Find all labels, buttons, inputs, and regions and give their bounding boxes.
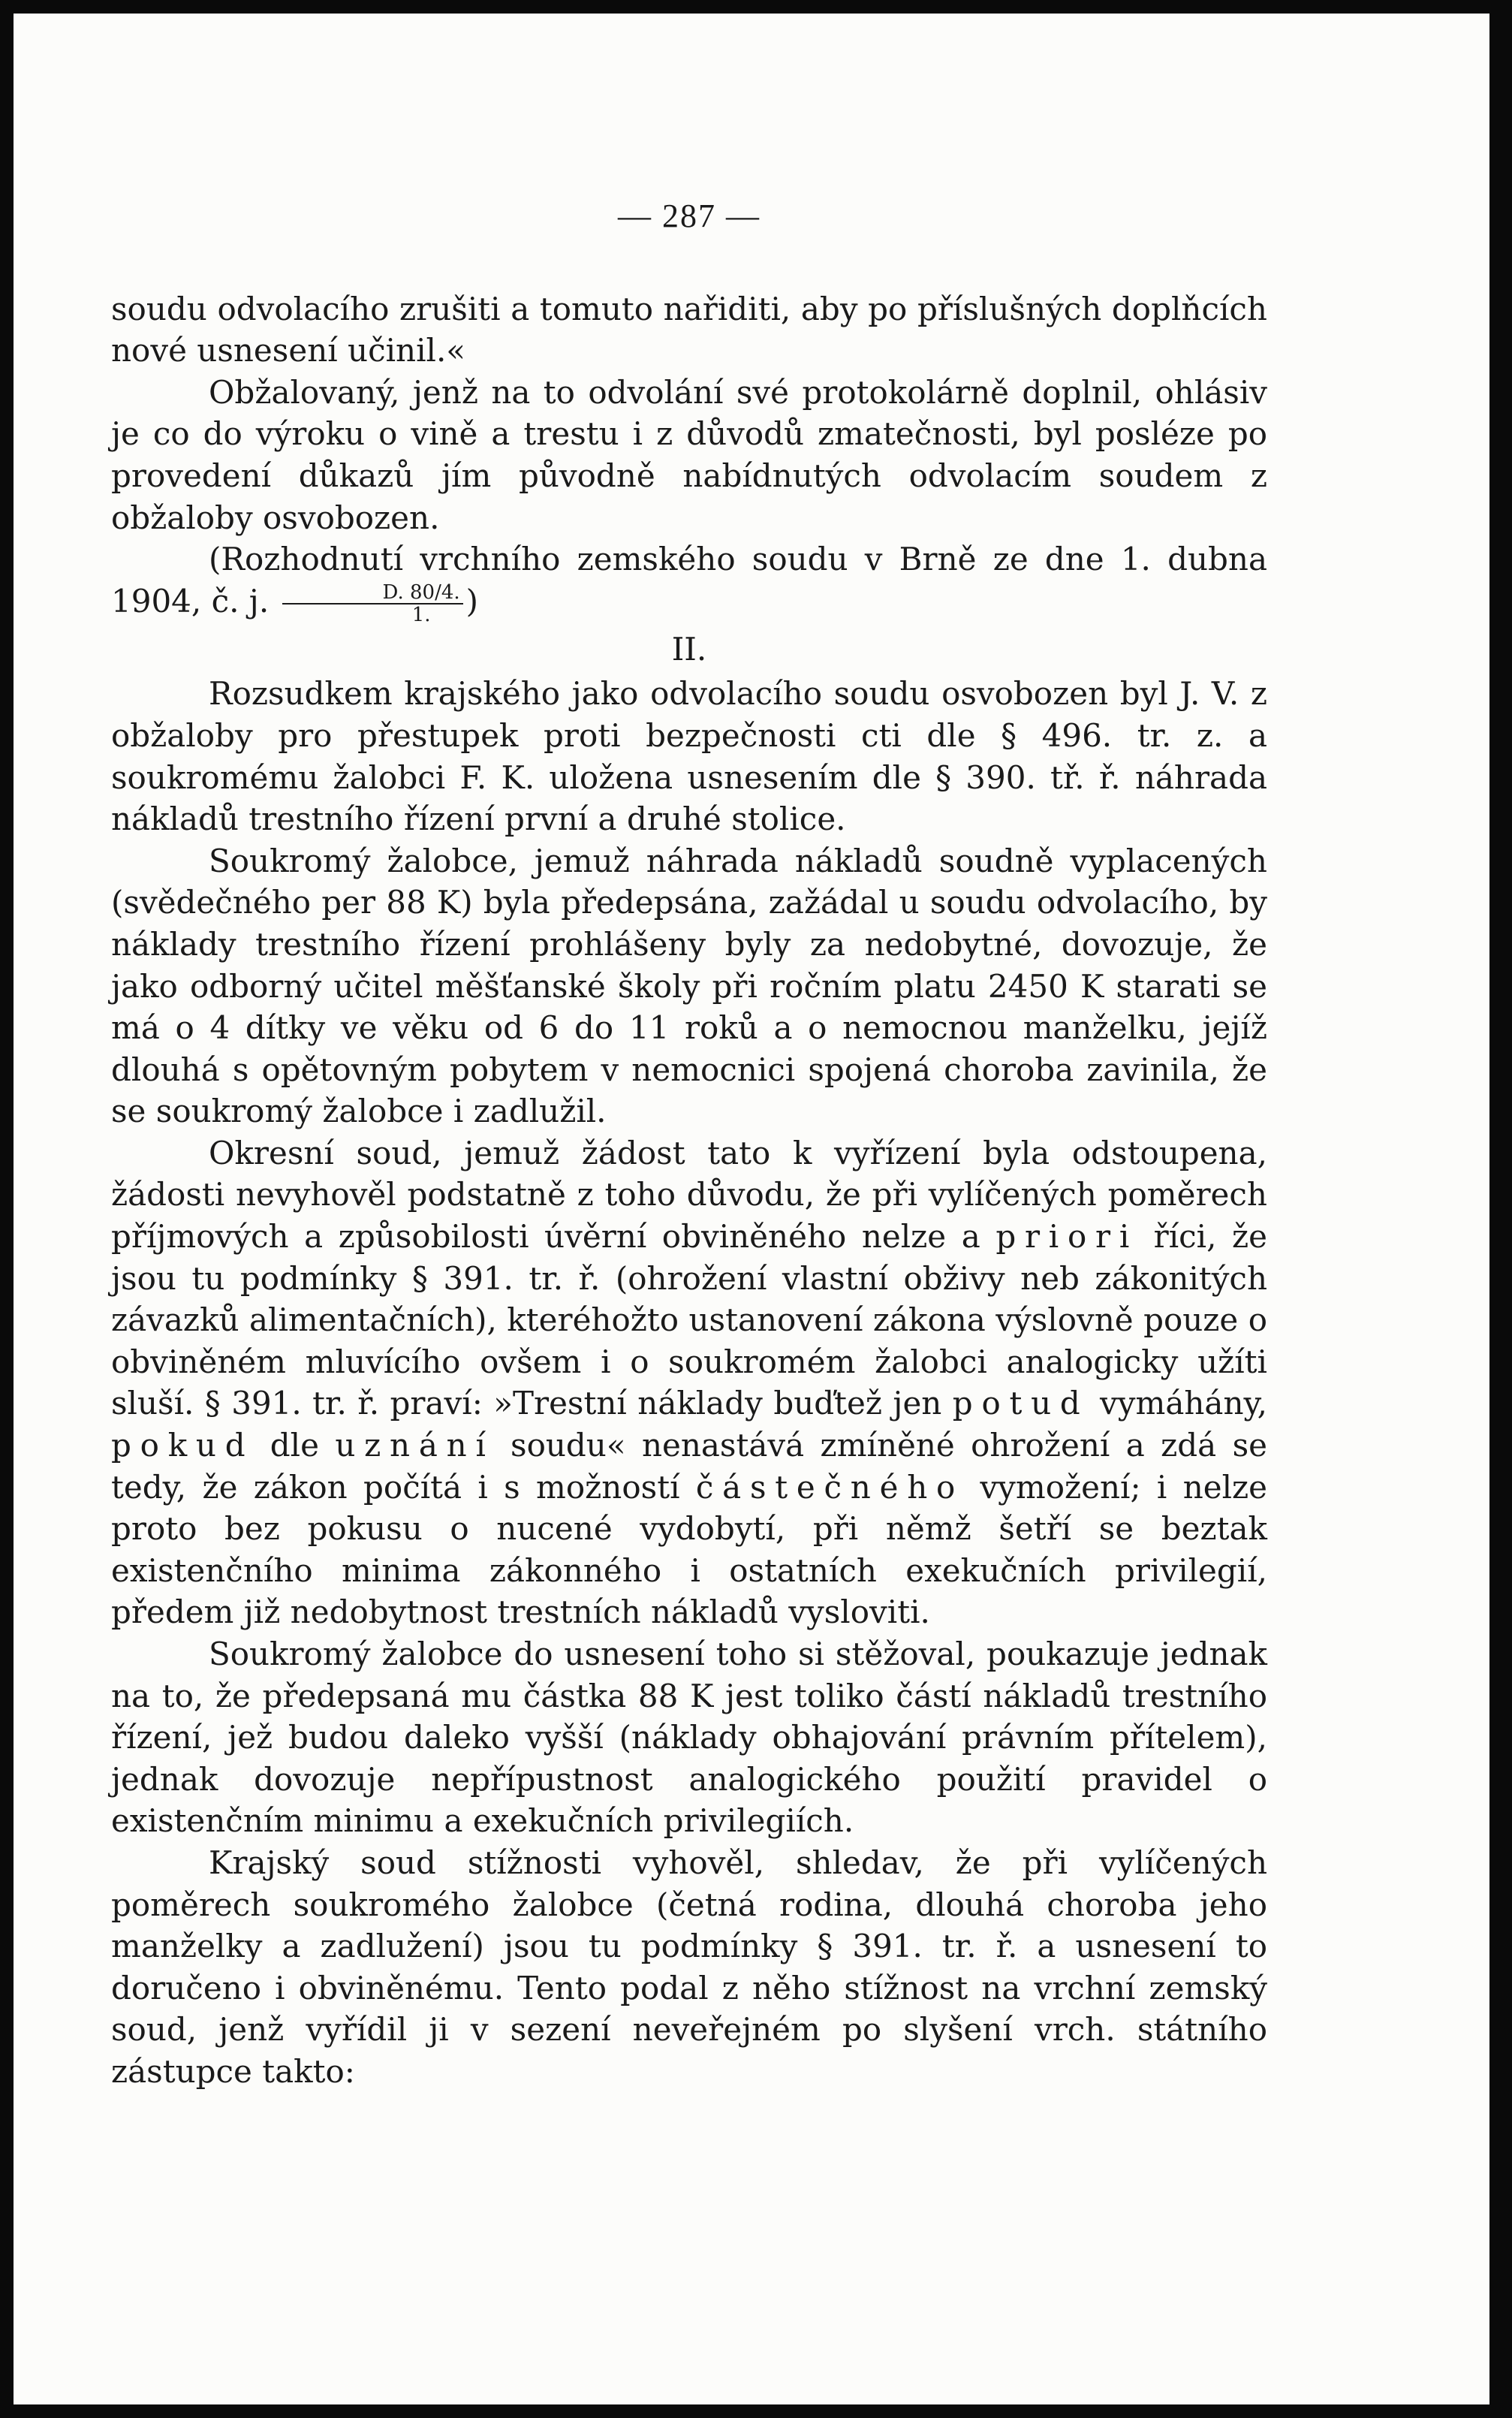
emphasis-uznani: uznání <box>335 1427 495 1464</box>
emphasis-a-priori: priori <box>995 1218 1139 1256</box>
case-number-fraction <box>282 582 463 626</box>
paragraph-1: soudu odvolacího zrušiti a tomuto nařiditi, aby po příslušných doplňcích nové usnesení učinil.« <box>111 290 1267 369</box>
paragraph-5-part-e: soudu« nenastává zmíněné ohrožení a zdá se tedy, že zákon počítá i s možností <box>111 1427 1267 1506</box>
citation <box>111 538 1267 626</box>
paragraph-5-part-d: dle <box>270 1427 319 1464</box>
emphasis-pokud: pokud <box>111 1427 255 1464</box>
paragraph-4: Soukromý žalobce, jemuž náhrada nákladů soudně vyplacených (svědečného per 88 K) byla předepsána, zažádal u soudu odvolacího, by náklady trestního řízení prohlášeny byly za nedobytné, dovozuje, že jako odborný učitel měšťanské školy při ročním platu 2450 K starati se má o 4 dítky ve věku od 6 do 11 roků a o nemocnou manželku, jejíž dlouhá s opětovným pobytem v nemocnici spojená choroba zavinila, že se soukromý žalobce i zadlužil. <box>111 842 1267 1130</box>
case-number-numerator: D. 80/4. <box>282 582 463 604</box>
paragraph-5-part-b: říci, že jsou tu podmínky § 391. tr. ř. (ohrožení vlastní obživy neb zákonitých závazků alimentačních), kteréhožto ustanovení zákona výslovně pouze o obviněném mluvícího ovšem i o soukromém žalobci analogicky užíti sluší. § 391. tr. ř. praví: »Trestní náklady buďtež jen <box>111 1218 1267 1422</box>
paragraph-2: Obžalovaný, jenž na to odvolání své protokolárně doplnil, ohlásiv je co do výroku o vině a trestu i z důvodů zmatečnosti, byl posléze po provedení důkazů jím původně nabídnutých odvolacím soudem z obžaloby osvobozen. <box>111 373 1267 536</box>
emphasis-potud: potud <box>952 1385 1089 1422</box>
section-heading: II. <box>671 630 707 668</box>
paragraph-5-part-c: vymáhány, <box>1100 1385 1267 1422</box>
page-number: — 287 — <box>618 197 761 234</box>
case-number-denominator: 1. <box>411 603 431 626</box>
paragraph-5-part-a: Okresní soud, jemuž žádost tato k vyřízení byla odstoupena, žádosti nevyhověl podstatně z toho důvodu, že při vylíčených poměrech příjmových a způsobilosti úvěrní obviněného nelze a <box>111 1134 1267 1256</box>
emphasis-castecneho: částečného <box>695 1468 965 1506</box>
paragraph-3: Rozsudkem krajského jako odvolacího soudu osvobozen byl J. V. z obžaloby pro přestupek proti bezpečnosti cti dle § 496. tr. z. a soukromému žalobci F. K. uložena usnesením dle § 390. tř. ř. náhrada nákladů trestního řízení první a druhé stolice. <box>111 675 1267 838</box>
citation-text: (Rozhodnutí vrchního zemského soudu v Brně ze dne 1. dubna 1904, č. j. <box>111 541 1267 620</box>
citation-close: ) <box>465 582 479 620</box>
paragraph-6: Soukromý žalobce do usnesení toho si stěžoval, poukazuje jednak na to, že předepsaná mu částka 88 K jest toliko částí nákladů trestního řízení, jež budou daleko vyšší (náklady obhajování právním přítelem), jednak dovozuje nepřípustnost analogického použití pravidel o existenčním minimu a exekučních privilegiích. <box>111 1636 1267 1840</box>
page-text <box>111 195 1267 2093</box>
paragraph-7: Krajský soud stížnosti vyhověl, shledav, že při vylíčených poměrech soukromého žalobce (četná rodina, dlouhá choroba jeho manželky a zadlužení) jsou tu podmínky § 391. tr. ř. a usnesení to doručeno i obviněnému. Tento podal z něho stížnost na vrchní zemský soud, jenž vyřídil ji v sezení neveřejném po slyšení vrch. státního zástupce takto: <box>111 1844 1267 2090</box>
paragraph-5 <box>111 1132 1267 1633</box>
paragraph-5-part-f: vymožení; i nelze proto bez pokusu o nucené vydobytí, při němž šetří se beztak existenčního minima zákonného i ostatních exekučních privilegií, předem již nedobytnost trestních nákladů vysloviti. <box>111 1468 1268 1631</box>
